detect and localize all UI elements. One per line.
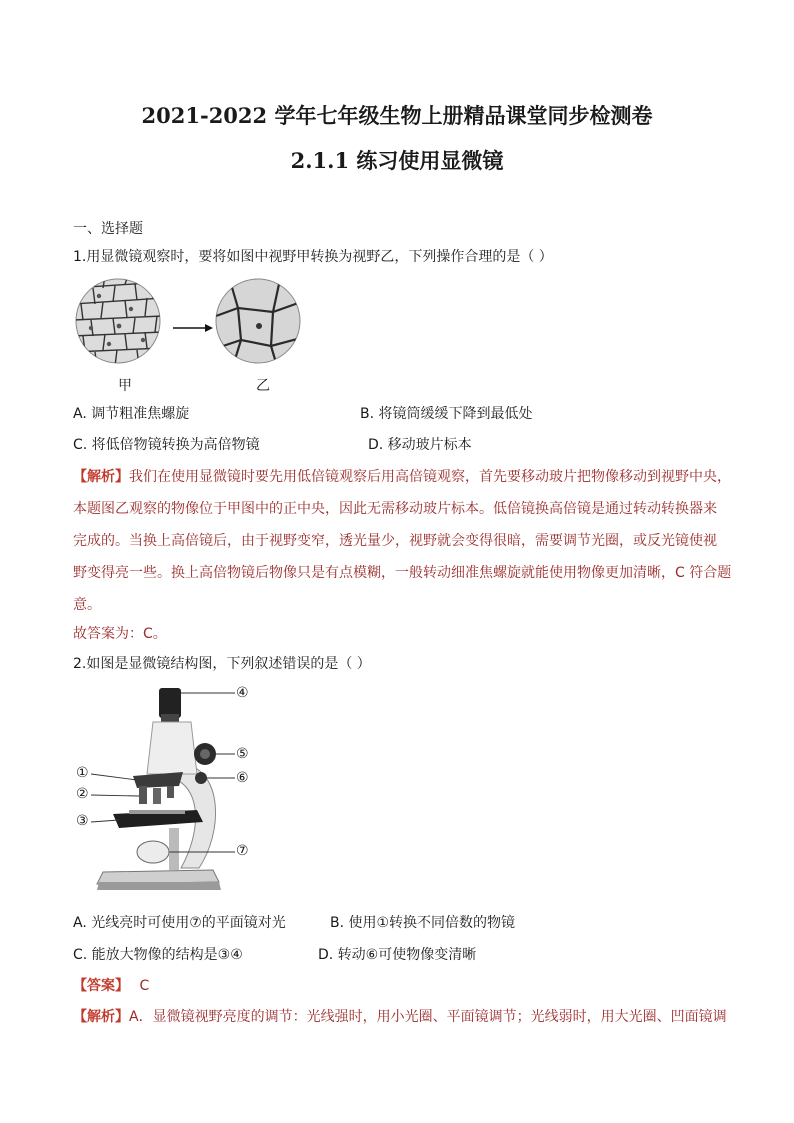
view-jia-icon xyxy=(73,276,163,366)
callout-1: ① xyxy=(76,765,89,781)
q1-analysis-line-1 xyxy=(73,466,731,486)
cell-view-figure xyxy=(73,276,313,396)
analysis-text: A．显微镜视野亮度的调节：光线强时，用小光圈、平面镜调节；光线弱时，用大光圈、凹面镜调 xyxy=(129,1009,727,1025)
q1-analysis-line-3: 完成的。当换上高倍镜后，由于视野变窄，透光量少，视野就会变得很暗，需要调节光圈，或反光镜使视 xyxy=(73,533,717,549)
q1-option-b: B. 将镜筒缓缓下降到最低处 xyxy=(360,406,533,422)
answer-tag: 【答案】 xyxy=(73,978,129,994)
analysis-tag: 【解析】 xyxy=(73,469,129,485)
q2-analysis-line-1 xyxy=(73,1006,727,1026)
q2-answer-line xyxy=(73,975,149,995)
fig-label-yi: 乙 xyxy=(256,378,270,394)
q1-answer: 故答案为：C。 xyxy=(73,626,167,642)
q2-stem: 2.如图是显微镜结构图，下列叙述错误的是（ ） xyxy=(73,656,371,672)
q1-option-c: C. 将低倍物镜转换为高倍物镜 xyxy=(73,437,260,453)
q1-figure xyxy=(73,276,313,396)
q2-option-d: D. 转动⑥可使物像变清晰 xyxy=(318,947,477,963)
q1-option-a: A. 调节粗准焦螺旋 xyxy=(73,406,190,422)
callout-3: ③ xyxy=(76,813,89,829)
analysis-tag: 【解析】 xyxy=(73,1009,129,1025)
page-title: 2021-2022 学年七年级生物上册精品课堂同步检测卷 xyxy=(141,103,653,128)
callout-2: ② xyxy=(76,786,89,802)
q1-analysis-line-5: 意。 xyxy=(73,597,101,613)
callout-5: ⑤ xyxy=(236,746,249,762)
q1-option-d: D. 移动玻片标本 xyxy=(368,437,472,453)
q1-stem: 1.用显微镜观察时，要将如图中视野甲转换为视野乙，下列操作合理的是（ ） xyxy=(73,249,553,265)
q2-option-b: B. 使用①转换不同倍数的物镜 xyxy=(330,915,516,931)
microscope-figure xyxy=(73,682,263,904)
section-heading: 一、选择题 xyxy=(73,221,143,237)
q2-option-c: C. 能放大物像的结构是③④ xyxy=(73,947,243,963)
analysis-text: 我们在使用显微镜时要先用低倍镜观察后用高倍镜观察，首先要移动玻片把物像移动到视野中央， xyxy=(129,469,731,485)
q1-analysis-line-2: 本题图乙观察的物像位于甲图中的正中央，因此无需移动玻片标本。低倍镜换高倍镜是通过转动转换器来 xyxy=(73,501,717,517)
microscope-icon xyxy=(73,682,263,904)
view-yi-icon xyxy=(216,279,301,366)
answer-value: C xyxy=(139,978,150,994)
page-subtitle: 2.1.1 练习使用显微镜 xyxy=(290,148,504,173)
q1-analysis-line-4: 野变得亮一些。换上高倍物镜后物像只是有点模糊，一般转动细准焦螺旋就能使用物像更加清晰，C 符合题 xyxy=(73,565,732,581)
fig-label-jia: 甲 xyxy=(118,378,132,394)
callout-7: ⑦ xyxy=(236,843,249,859)
q2-option-a: A. 光线亮时可使用⑦的平面镜对光 xyxy=(73,915,286,931)
callout-4: ④ xyxy=(236,685,249,701)
callout-6: ⑥ xyxy=(236,770,249,786)
arrow-right-icon xyxy=(173,324,213,332)
